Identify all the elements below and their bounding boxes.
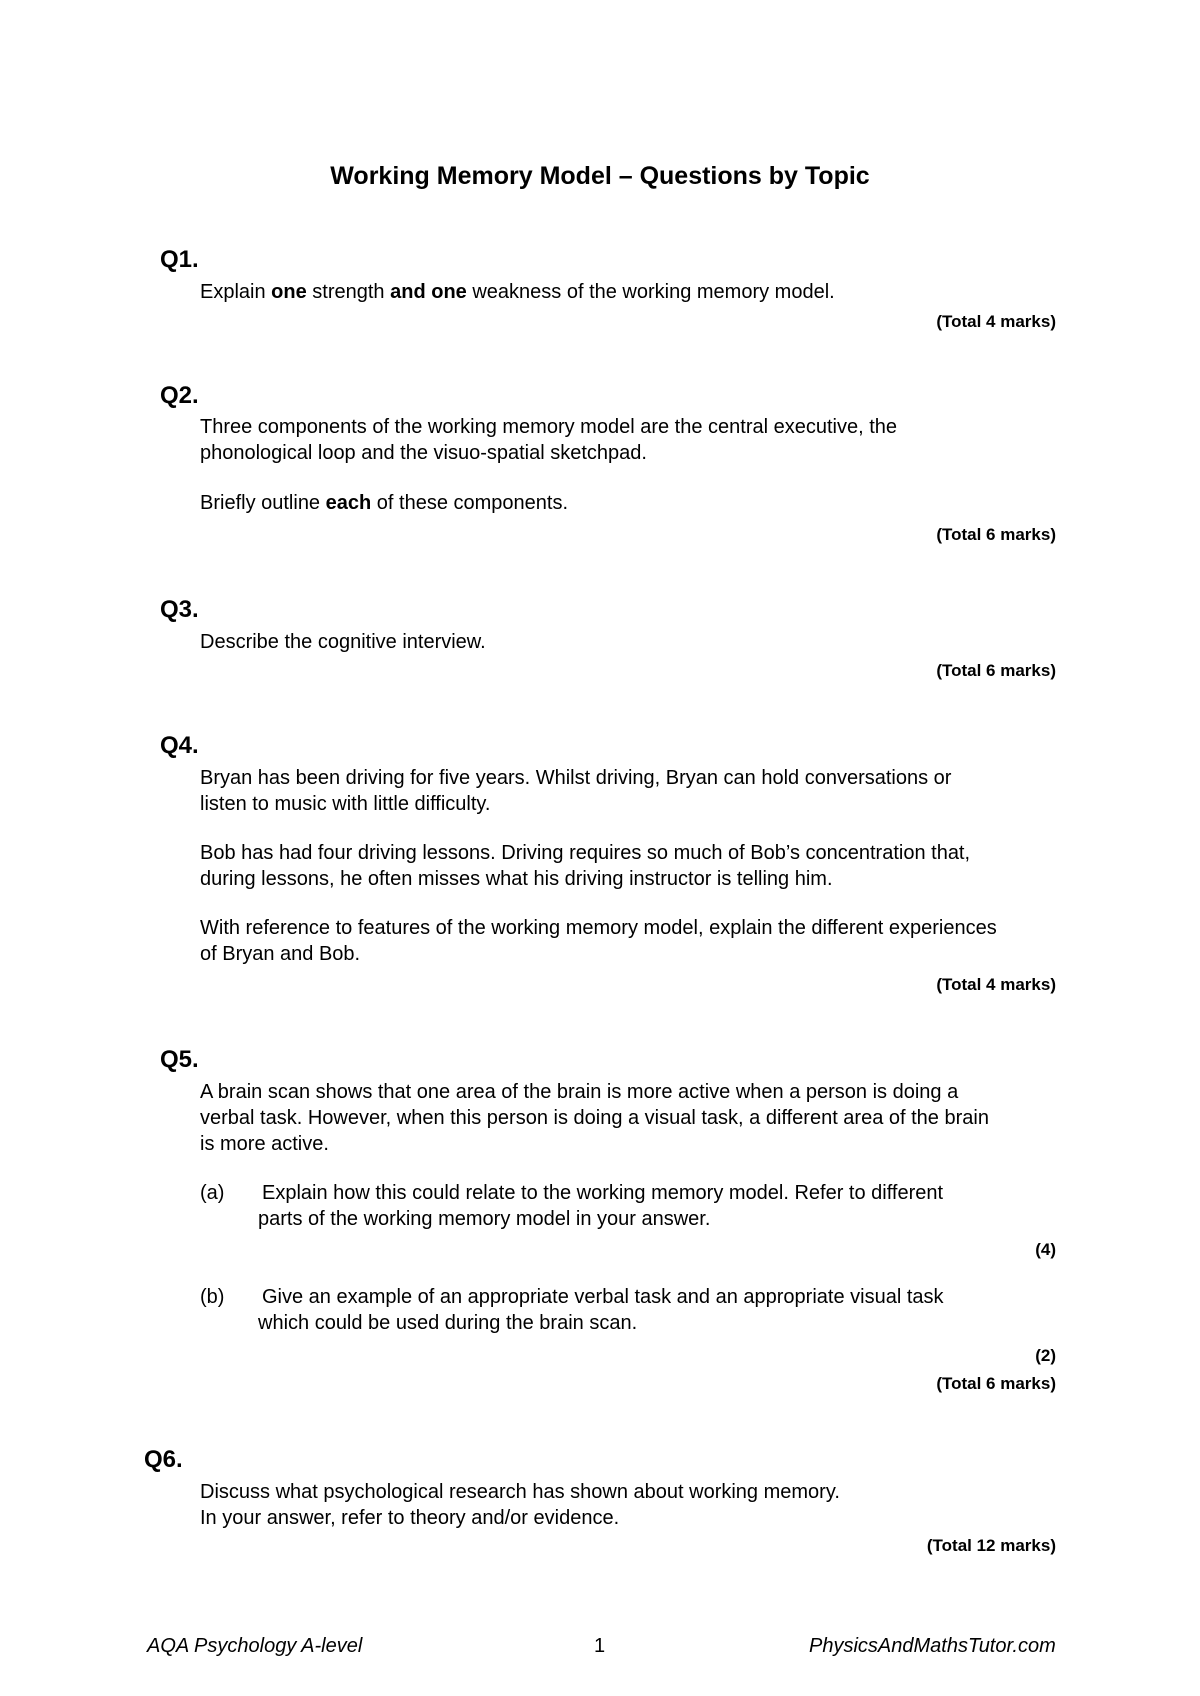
q6-line-1: Discuss what psychological research has shown about working memory. — [200, 1481, 840, 1503]
q4-p3-line-1: With reference to features of the working memory model, explain the different experiences — [200, 917, 997, 939]
q3-number: Q3. — [160, 596, 199, 623]
footer-website: PhysicsAndMathsTutor.com — [809, 1635, 1056, 1657]
q2-marks: (Total 6 marks) — [936, 525, 1056, 544]
q4-p1-line-1: Bryan has been driving for five years. Whilst driving, Bryan can hold conversations or — [200, 767, 952, 789]
q4-p3-line-2: of Bryan and Bob. — [200, 943, 361, 965]
q2-instruction: Briefly outline each of these components. — [200, 492, 569, 514]
q6-line-2: In your answer, refer to theory and/or evidence. — [200, 1507, 620, 1529]
q5a-marks: (4) — [1035, 1240, 1056, 1259]
q4-p2-line-1: Bob has had four driving lessons. Driving requires so much of Bob’s concentration that, — [200, 842, 971, 864]
q5b-line-2: which could be used during the brain scan. — [258, 1312, 638, 1334]
q6-marks: (Total 12 marks) — [926, 1536, 1056, 1555]
q5b-label: (b) — [200, 1286, 225, 1308]
footer-source: AQA Psychology A-level — [147, 1635, 363, 1657]
q4-marks: (Total 4 marks) — [936, 975, 1056, 994]
q6-number: Q6. — [144, 1446, 183, 1473]
q1-number: Q1. — [160, 246, 199, 273]
q5a-label: (a) — [200, 1182, 225, 1204]
q2-line-2: phonological loop and the visuo-spatial sketchpad. — [200, 442, 647, 464]
q5-stem-line-1: A brain scan shows that one area of the brain is more active when a person is doing a — [200, 1081, 959, 1103]
q3-marks: (Total 6 marks) — [936, 661, 1056, 680]
q5-stem-line-3: is more active. — [200, 1133, 329, 1155]
q1-marks: (Total 4 marks) — [936, 312, 1056, 331]
page-title: Working Memory Model – Questions by Topic — [330, 162, 870, 190]
q3-text: Describe the cognitive interview. — [200, 631, 486, 653]
q2-number: Q2. — [160, 382, 199, 409]
q2-line-1: Three components of the working memory model are the central executive, the — [200, 416, 898, 438]
q5-number: Q5. — [160, 1046, 199, 1073]
footer-page-number: 1 — [594, 1635, 606, 1657]
q4-number: Q4. — [160, 732, 199, 759]
q1-text: Explain one strength and one weakness of the working memory model. — [200, 281, 835, 303]
q5b-line-1: Give an example of an appropriate verbal task and an appropriate visual task — [262, 1286, 944, 1308]
q5a-line-1: Explain how this could relate to the working memory model. Refer to different — [262, 1182, 944, 1204]
q5b-marks: (2) — [1035, 1346, 1056, 1365]
q5-marks: (Total 6 marks) — [936, 1374, 1056, 1393]
q4-p2-line-2: during lessons, he often misses what his driving instructor is telling him. — [200, 868, 833, 890]
q4-p1-line-2: listen to music with little difficulty. — [200, 793, 491, 815]
q5a-line-2: parts of the working memory model in your answer. — [258, 1208, 711, 1230]
q5-stem-line-2: verbal task. However, when this person is doing a visual task, a different area of the brain — [200, 1107, 989, 1129]
